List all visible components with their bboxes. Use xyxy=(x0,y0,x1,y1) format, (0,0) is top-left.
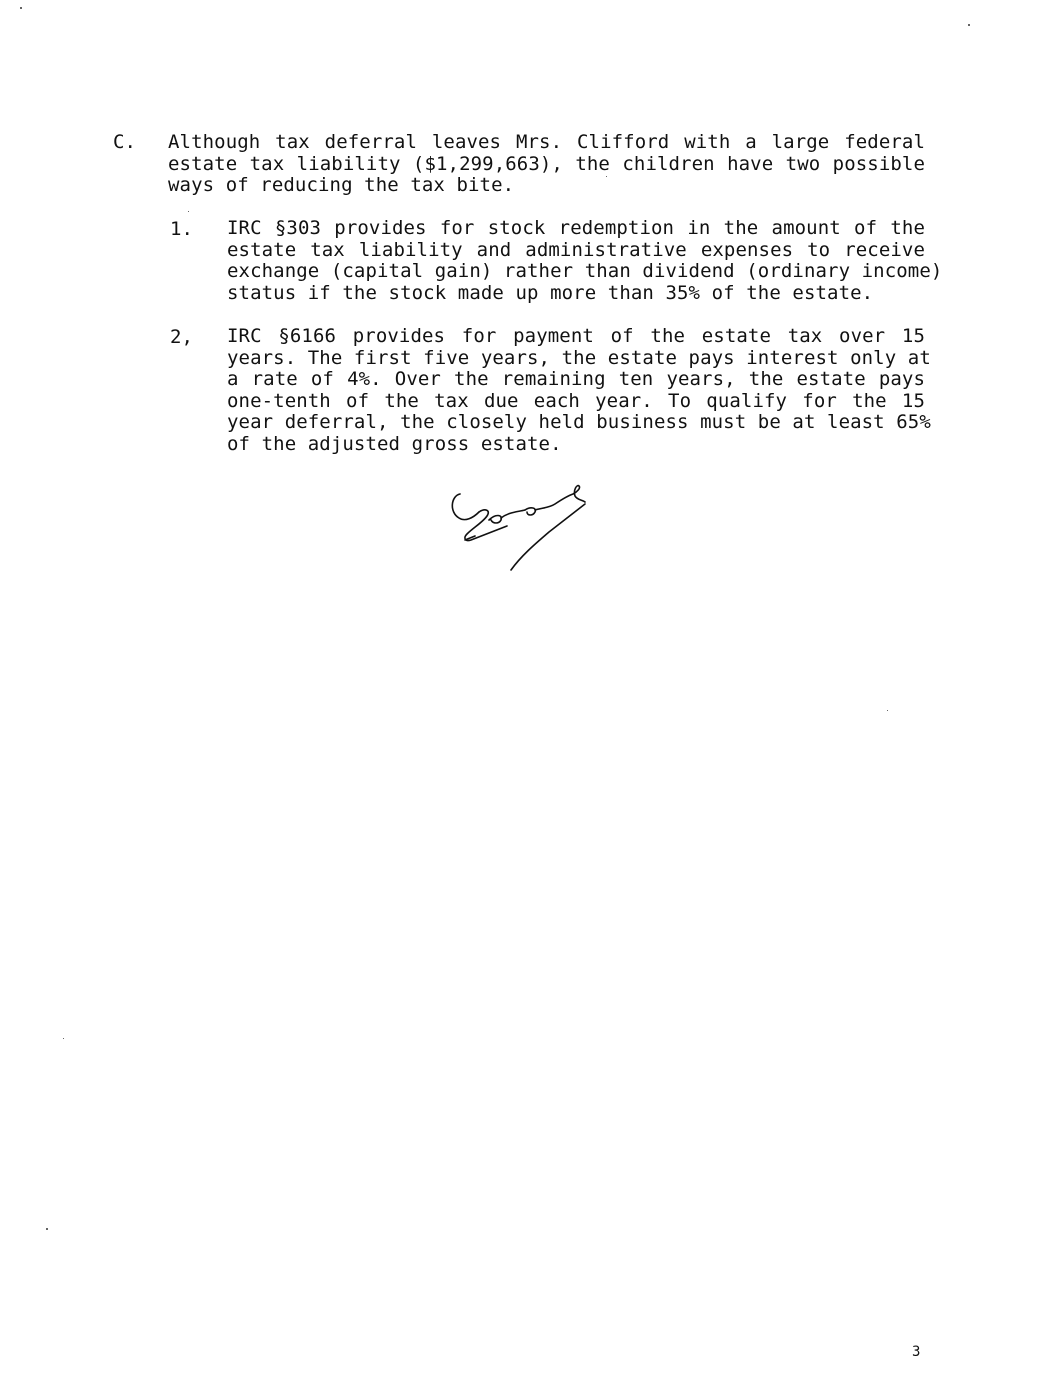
item-2-marker: 2, xyxy=(170,326,193,348)
paragraph-line: status if the stock made up more than 35% of the estate. xyxy=(227,281,874,304)
page-number: 3 xyxy=(912,1344,921,1360)
scan-speck xyxy=(188,211,189,212)
item-1-paragraph xyxy=(227,217,943,304)
scan-speck xyxy=(968,24,970,26)
scan-speck xyxy=(63,1038,64,1039)
scan-speck xyxy=(20,7,22,9)
handwritten-signature xyxy=(445,482,595,574)
section-c-paragraph xyxy=(168,132,925,197)
item-2-paragraph xyxy=(227,325,931,455)
paragraph-line: estate tax liability ($1,299,663), the children have two possible xyxy=(168,152,925,175)
item-1-marker: 1. xyxy=(170,218,193,240)
paragraph-line: years. The first five years, the estate pays interest only at xyxy=(227,346,931,369)
section-c-marker: C. xyxy=(113,131,136,153)
paragraph-line: one-tenth of the tax due each year. To qualify for the 15 xyxy=(227,389,925,412)
paragraph-line: IRC §6166 provides for payment of the estate tax over 15 xyxy=(227,325,925,347)
paragraph-line: a rate of 4%. Over the remaining ten years, the estate pays xyxy=(227,368,925,390)
scan-speck xyxy=(606,176,607,177)
scan-speck xyxy=(887,710,888,711)
paragraph-line: exchange (capital gain) rather than dividend (ordinary income) xyxy=(227,260,943,282)
paragraph-line: ways of reducing the tax bite. xyxy=(168,174,515,196)
paragraph-line: Although tax deferral leaves Mrs. Clifford with a large federal xyxy=(168,131,925,153)
paragraph-line: estate tax liability and administrative expenses to receive xyxy=(227,238,925,261)
paragraph-line: year deferral, the closely held business must be at least 65% xyxy=(227,411,931,433)
scan-speck xyxy=(46,1228,48,1230)
paragraph-line: of the adjusted gross estate. xyxy=(227,432,562,455)
paragraph-line: IRC §303 provides for stock redemption in the amount of the xyxy=(227,217,925,239)
